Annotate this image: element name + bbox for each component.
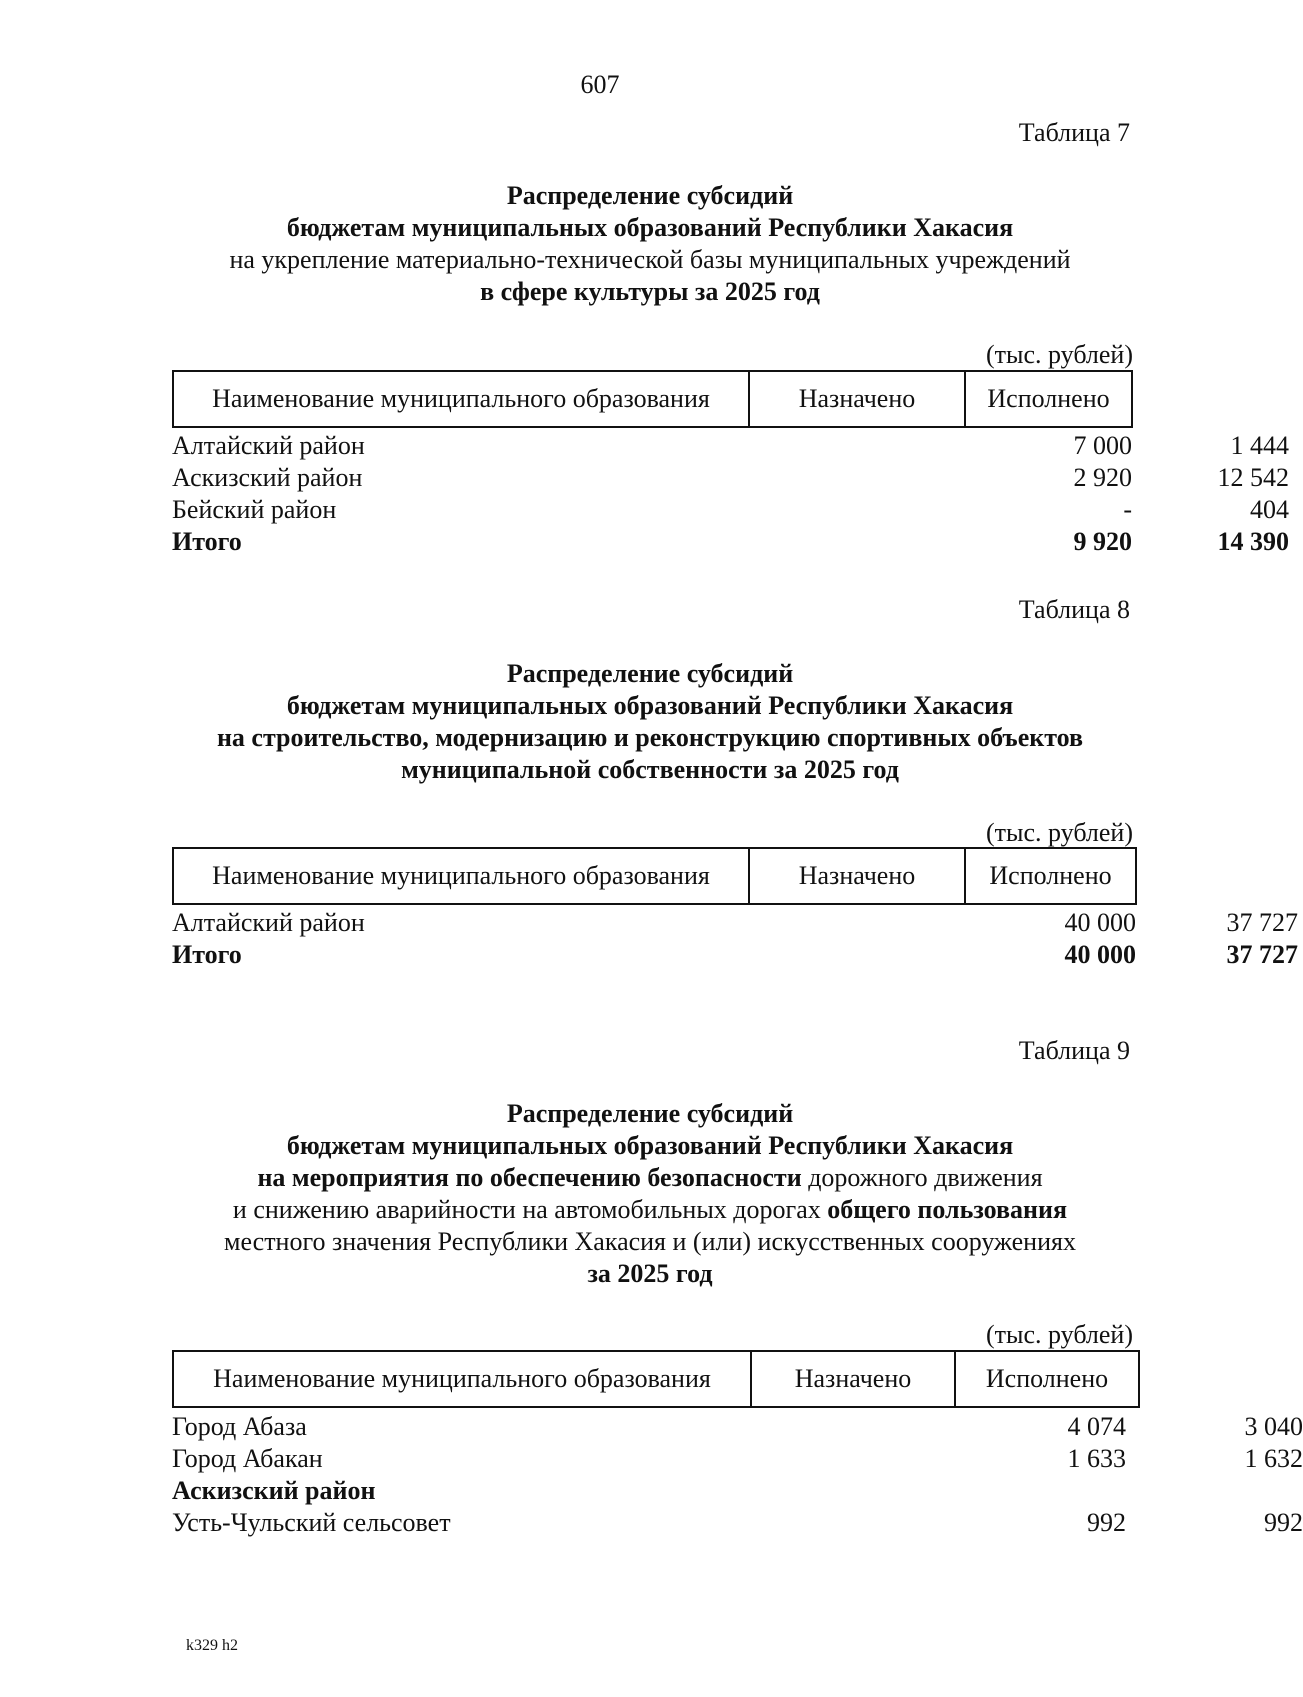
table-9-rows [172, 1412, 1303, 1540]
table-row [172, 1476, 1138, 1508]
table-row [172, 908, 1298, 940]
table-row [172, 463, 1289, 495]
table-8-rows [172, 908, 1298, 972]
table-row [172, 1412, 1303, 1444]
title-line [0, 1258, 1300, 1290]
title-line [0, 754, 1300, 786]
title-line [0, 276, 1300, 308]
row-executed: 404 [1250, 495, 1289, 524]
row-name: Город Абакан [172, 1444, 323, 1473]
header-assigned: Назначено [749, 848, 965, 904]
table-9-units: (тыс. рублей) [985, 1320, 1133, 1349]
row-assigned: 7 000 [1073, 431, 1132, 460]
table-7-label: Таблица 7 [1018, 118, 1130, 147]
row-assigned: 9 920 [1073, 527, 1132, 556]
row-name: Итого [172, 527, 242, 556]
title-segment: общего пользования [827, 1195, 1068, 1224]
row-executed: 992 [1264, 1508, 1303, 1537]
header-assigned: Назначено [749, 371, 965, 427]
title-line [0, 1162, 1300, 1194]
table-7-title [0, 180, 1300, 308]
table-7-header [172, 370, 1133, 428]
row-assigned: 992 [1087, 1508, 1126, 1537]
title-segment: Распределение субсидий [506, 659, 794, 688]
table-row [172, 431, 1289, 463]
title-segment: за 2025 год [587, 1259, 713, 1288]
header-name: Наименование муниципального образования [173, 848, 749, 904]
title-segment: на укрепление материально-технической базы муниципальных учреждений [229, 245, 1071, 274]
row-executed: 14 390 [1217, 527, 1289, 556]
row-executed: 37 727 [1226, 908, 1298, 937]
row-name: Аскизский район [172, 1476, 376, 1505]
title-line [0, 722, 1300, 754]
row-assigned: 40 000 [1064, 908, 1136, 937]
table-9-label: Таблица 9 [1018, 1036, 1130, 1065]
table-7-rows [172, 431, 1289, 559]
title-segment: и снижению аварийности на автомобильных дорогах [232, 1195, 828, 1224]
title-line [0, 690, 1300, 722]
row-assigned: 40 000 [1064, 940, 1136, 969]
row-name: Алтайский район [172, 431, 365, 460]
row-executed: 12 542 [1217, 463, 1289, 492]
table-row [172, 1508, 1303, 1540]
table-9-header [172, 1350, 1140, 1408]
title-line [0, 180, 1300, 212]
row-name: Бейский район [172, 495, 337, 524]
header-name: Наименование муниципального образования [173, 371, 749, 427]
row-executed: 37 727 [1226, 940, 1298, 969]
header-assigned: Назначено [751, 1351, 955, 1407]
title-segment: Распределение субсидий [506, 181, 794, 210]
title-segment: в сфере культуры за 2025 год [480, 277, 820, 306]
table-8-title [0, 658, 1300, 786]
header-name: Наименование муниципального образования [173, 1351, 751, 1407]
row-assigned: 2 920 [1073, 463, 1132, 492]
title-segment: местного значения Республики Хакасия и (или) искусственных сооружениях [224, 1227, 1076, 1256]
header-executed: Исполнено [965, 371, 1132, 427]
title-line [0, 658, 1300, 690]
row-name: Усть-Чульский сельсовет [172, 1508, 451, 1537]
table-8-header [172, 847, 1137, 905]
row-name: Итого [172, 940, 242, 969]
table-row [172, 1444, 1303, 1476]
title-line [0, 244, 1300, 276]
table-9-title [0, 1098, 1300, 1290]
title-segment: на строительство, модернизацию и реконструкцию спортивных объектов [216, 723, 1084, 752]
title-segment: Распределение субсидий [506, 1099, 794, 1128]
row-executed: 1 632 [1244, 1444, 1303, 1473]
row-assigned: - [1123, 495, 1132, 524]
table-row [172, 527, 1289, 559]
row-executed: 1 444 [1230, 431, 1289, 460]
row-assigned: 1 633 [1067, 1444, 1126, 1473]
table-8-units: (тыс. рублей) [985, 818, 1133, 847]
row-name: Алтайский район [172, 908, 365, 937]
title-line [0, 1226, 1300, 1258]
title-segment: муниципальной собственности за 2025 год [401, 755, 899, 784]
row-executed: 3 040 [1244, 1412, 1303, 1441]
title-line [0, 1098, 1300, 1130]
table-8-label: Таблица 8 [1018, 595, 1130, 624]
table-7-units: (тыс. рублей) [985, 340, 1133, 369]
header-executed: Исполнено [955, 1351, 1139, 1407]
footer-code: k329 h2 [186, 1637, 238, 1654]
table-row [172, 495, 1289, 527]
title-segment: дорожного движения [801, 1163, 1043, 1192]
title-line [0, 212, 1300, 244]
title-segment: бюджетам муниципальных образований Республики Хакасия [286, 691, 1014, 720]
row-name: Аскизский район [172, 463, 363, 492]
row-assigned: 4 074 [1067, 1412, 1126, 1441]
header-executed: Исполнено [965, 848, 1136, 904]
table-row [172, 940, 1298, 972]
title-segment: на мероприятия по обеспечению безопасности [257, 1163, 802, 1192]
title-segment: бюджетам муниципальных образований Республики Хакасия [286, 213, 1014, 242]
row-name: Город Абаза [172, 1412, 307, 1441]
title-segment: бюджетам муниципальных образований Республики Хакасия [286, 1131, 1014, 1160]
title-line [0, 1194, 1300, 1226]
page-number: 607 [580, 70, 620, 99]
title-line [0, 1130, 1300, 1162]
